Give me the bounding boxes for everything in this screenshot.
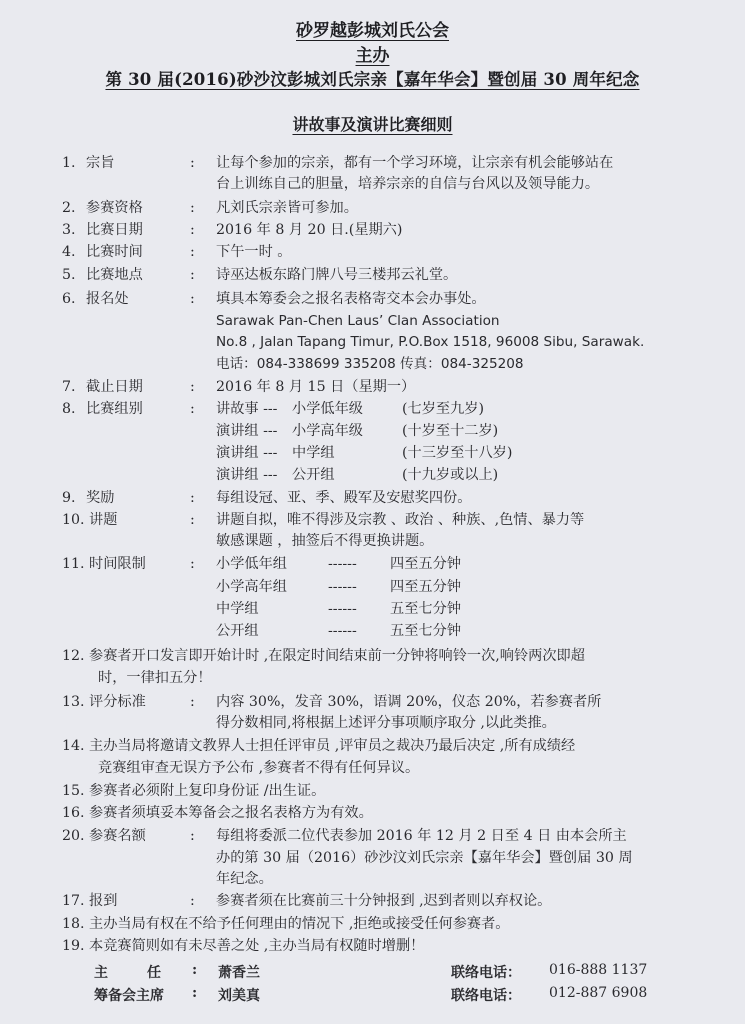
event-title: 第 30 届(2016)砂沙汶彭城刘氏宗亲【嘉年华会】暨创届 30 周年纪念 bbox=[105, 70, 640, 89]
document-page: 砂罗越彭城刘氏公会 主办 第 30 届(2016)砂沙汶彭城刘氏宗亲【嘉年华会】暨创届 30 周年纪念 讲故事及演讲比赛细则 1. 宗旨 : 让每个参加的宗亲，都有一个学习环境，让宗亲有机会能够站在 台上训练自己的胆量，培养宗亲的自信与台风以及领导能力。 2. 参赛资格 : 凡刘氏宗亲皆可参加。 3. 比赛日期 : 2016 年 8 月 20 日.(星期六) 4. 比赛时间 : 下午一时 。 5. 比赛地点 : 诗巫达板东路门牌八号三楼邦云礼堂。 6. 报名处 : 填具本筹委会之报名表格寄交本会办事处。 Sarawak Pan-Chen Laus’ Clan Association No.8 , Jalan Tapang Timur, P.O.Box 1518, 96008 Sibu, Sarawak. 电话：084-338699 335208 传真：084-325208 7. 截止日期 : 2016 年 8 月 15 日（星期一） 8. 比赛组别 : 讲故事 --- 小学低年级 (七岁至九岁) 演讲组 --- 小学高年级 (十岁至十二岁) 演讲组 --- 中学组 (十三岁至十八岁) 演讲组 --- 公开组 (十九岁或以上) 9. 奖励 : 每组设冠、亚、季、殿军及安慰奖四份。 10. 讲题 : 讲题自拟，唯不得涉及宗教 、政治 、种族、,色情、暴力等 敏感课题 ，抽签后不得更换讲题。 11. 时间限制 : 小学低年组 ------ 四至五分钟 小学高年组 ------ 四至五分钟 中学组 ------ 五至七分钟 公开组 ------ 五至七分钟 12. 参赛者开口发言即开始计时 ,在限定时间结束前一分钟将响铃一次,响铃两次即超 时，一律扣五分！ 13. 评分标准 : 内容 30%，发音 30%，语调 20%，仪态 20%，若参赛者所 得分数相同,将根据上述评分事项顺序取分 ,以此类推。 14. 主办当局将邀请文教界人士担任评审员 ,评审员之裁决乃最后决定 ,所有成绩经 竞赛组审查无误方予公布 ,参赛者不得有任何异议。 15. 参赛者必须附上复印身份证 /出生证。 16. 参赛者须填妥本筹备会之报名表格方为有效。 20. 参赛名额 : 每组将委派二位代表参加 2016 年 12 月 2 日至 4 日 由本会所主 办的第 30 届（2016）砂沙汶刘氏宗亲【嘉年华会】暨创届 30 周 年纪念。 17. 报到 : 参赛者须在比赛前三十分钟报到 ,迟到者则以弃权论。 18. 主办当局有权在不给予任何理由的情况下 ,拒绝或接受任何参赛者。 19. 本竞赛简则如有未尽善之处 ,主办当局有权随时增删！ 主 任 : 萧香兰 筹备会主席 : 刘美真 联络电话： 016-888 1137 联络电话： 012-887 6908 bbox=[0, 0, 745, 1024]
host-label: 主办 bbox=[355, 46, 390, 66]
rules-title: 讲故事及演讲比赛细则 bbox=[292, 115, 453, 134]
organizer-title: 砂罗越彭城刘氏公会 bbox=[296, 21, 449, 41]
